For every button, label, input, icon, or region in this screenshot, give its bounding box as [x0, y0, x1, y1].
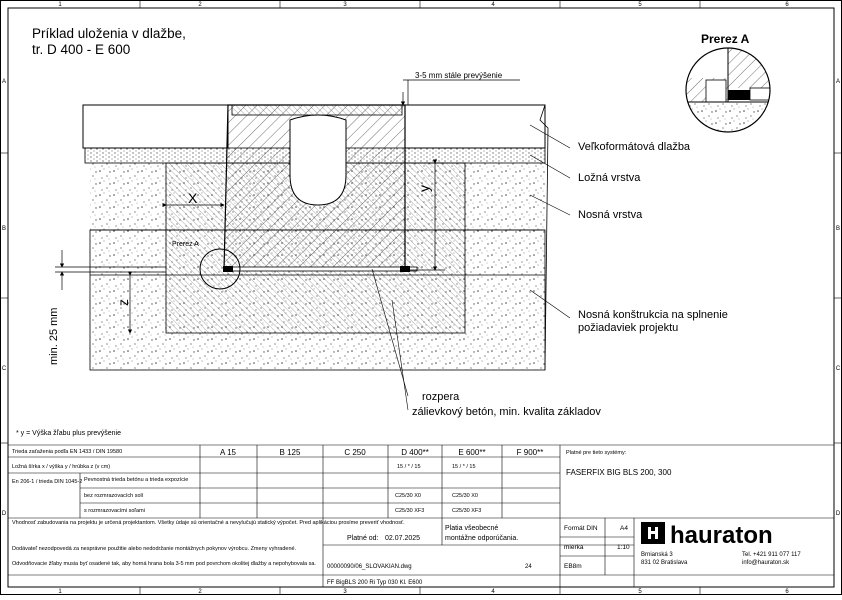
version: EB8m	[564, 563, 582, 570]
grid-col-6: 6	[785, 2, 789, 8]
cross-section	[83, 105, 548, 370]
disclaimer-1: Vhodnosť zabudovania na projektu je určená projektantom. Všetky údaje sú orientačné a nevylučujú statický výpočet. Pred aplikáciou prosíme preveriť vhodnosť.	[12, 520, 405, 526]
section-marker-label: Prerez A	[172, 241, 199, 248]
dim-y-label: y	[416, 185, 432, 192]
frost-e: C25/30 X0	[452, 493, 478, 499]
callout-structure-2: požiadaviek projektu	[578, 322, 679, 334]
grid-col-5-bottom: 5	[638, 589, 642, 595]
callout-paving: Veľkoformátová dlažba	[578, 141, 691, 153]
scale-value: 1:10	[617, 544, 630, 551]
exposure-sub: Pevnostná trieda betónu a trieda expozície	[84, 477, 189, 483]
drawing-name: FF BigBLS 200 Ri Typ 030 Kl. E600	[327, 580, 423, 586]
class-b125: B 125	[279, 448, 301, 457]
valid-from-label: Platné od:	[347, 535, 379, 542]
class-d400: D 400**	[401, 448, 429, 457]
grid-row-a-right: A	[835, 79, 841, 85]
grid-col-1-bottom: 1	[58, 589, 62, 595]
valid-from-date: 02.07.2025	[385, 535, 421, 542]
class-a15: A 15	[219, 448, 237, 457]
grid-col-5: 5	[638, 2, 642, 8]
valid-for-label: Platné pre tieto systémy:	[566, 450, 627, 456]
scale-label: mierka	[564, 544, 584, 551]
company-email: info@hauraton.sk	[742, 560, 790, 566]
format-value: A4	[620, 525, 628, 532]
note-line-1: Platia všeobecné	[445, 525, 499, 532]
grid-col-2-bottom: 2	[198, 589, 202, 595]
dim-min-label: min. 25 mm	[48, 307, 60, 365]
frost-d: C25/30 X0	[395, 493, 421, 499]
spacer-block-right	[400, 266, 410, 272]
row-ratio-label: Ložná šírka x / výška y / hrúbka z (v cm)	[12, 464, 111, 470]
ratio-d: 15 / * / 15	[397, 464, 421, 470]
grid-row-b: B	[1, 226, 7, 232]
disclaimer-3: Odvodňovacie žľaby musia byť osadené tak, aby horná hrana bola 3-5 mm pod povrchom okolitej dlažby a nepohybovala sa.	[12, 561, 316, 567]
class-header: Trieda zaťaženia podľa EN 1433 / DIN 19580	[12, 449, 123, 455]
grid-col-2: 2	[198, 2, 202, 8]
grate	[232, 105, 402, 115]
grid-row-b-right: B	[835, 226, 841, 232]
dim-z-label: z	[115, 299, 131, 306]
callout-spacer: rozpera	[422, 391, 460, 403]
format-label: Formát DIN	[564, 525, 598, 532]
exposure-label: En 206-1 / trieda DIN 1045-2	[12, 479, 83, 485]
section-detail	[686, 32, 770, 132]
grid-row-a: A	[1, 79, 7, 85]
sheet-number: 24	[525, 564, 532, 570]
dim-x-label: X	[188, 190, 198, 206]
salt-d: C25/30 XF3	[395, 508, 425, 514]
note-line-2: montážne odporúčania.	[445, 535, 519, 542]
grid-row-d: D	[1, 511, 7, 517]
system-name: FASERFIX BIG BLS 200, 300	[566, 468, 672, 477]
spacer	[224, 267, 417, 271]
grid-col-1: 1	[58, 2, 62, 8]
callout-structure-1: Nosná konštrukcia na splnenie	[578, 309, 728, 321]
grid-col-4-bottom: 4	[491, 589, 495, 595]
disclaimer-2: Dodávateľ nezodpovedá za nesprávne použitie alebo nedodržanie montážnych pokynov výrobcu. Zmeny vyhradené.	[12, 546, 297, 552]
spacer-block-left	[223, 266, 233, 272]
grid-col-4: 4	[491, 2, 495, 8]
class-f900: F 900**	[516, 448, 544, 457]
drawing-subtitle: tr. D 400 - E 600	[32, 42, 131, 57]
grid-col-6-bottom: 6	[785, 589, 789, 595]
grid-col-3-bottom: 3	[343, 589, 347, 595]
class-e600: E 600**	[458, 448, 486, 457]
address-line-1: Brnianská 3	[641, 552, 673, 558]
grid-row-c: C	[1, 366, 7, 372]
grid-row-d-right: D	[835, 511, 841, 517]
callout-excess: 3-5 mm stále prevýšenie	[415, 71, 503, 80]
paving-slab-left	[83, 105, 228, 148]
section-detail-title: Prerez A	[701, 32, 750, 46]
callout-concrete: zálievkový betón, min. kvalita základov	[412, 406, 601, 418]
callout-bedding: Ložná vrstva	[578, 172, 641, 184]
ratio-e: 15 / * / 15	[452, 464, 476, 470]
salt-e: C25/30 XF3	[452, 508, 482, 514]
grid-row-c-right: C	[835, 366, 841, 372]
hauraton-logo	[641, 522, 773, 549]
brand-name: hauraton	[670, 522, 773, 549]
row-frost-label: bez rozmrazovacích solí	[84, 493, 144, 499]
address-line-2: 831 02 Bratislava	[641, 560, 688, 566]
footnote: * y = Výška žľabu plus prevýšenie	[16, 430, 121, 437]
channel-hollow	[290, 115, 346, 205]
grid-col-3: 3	[343, 2, 347, 8]
company-phone: Tel. +421 911 077 117	[742, 552, 801, 558]
callout-base: Nosná vrstva	[578, 209, 643, 221]
row-salt-label: s rozmrazovacími soľami	[84, 508, 145, 514]
class-c250: C 250	[344, 448, 366, 457]
drawing-title: Príklad uloženia v dlažbe,	[32, 26, 186, 41]
file-name: 00000090/06_SLOVAKIAN.dwg	[327, 564, 412, 570]
paving-slab-right	[405, 105, 545, 148]
